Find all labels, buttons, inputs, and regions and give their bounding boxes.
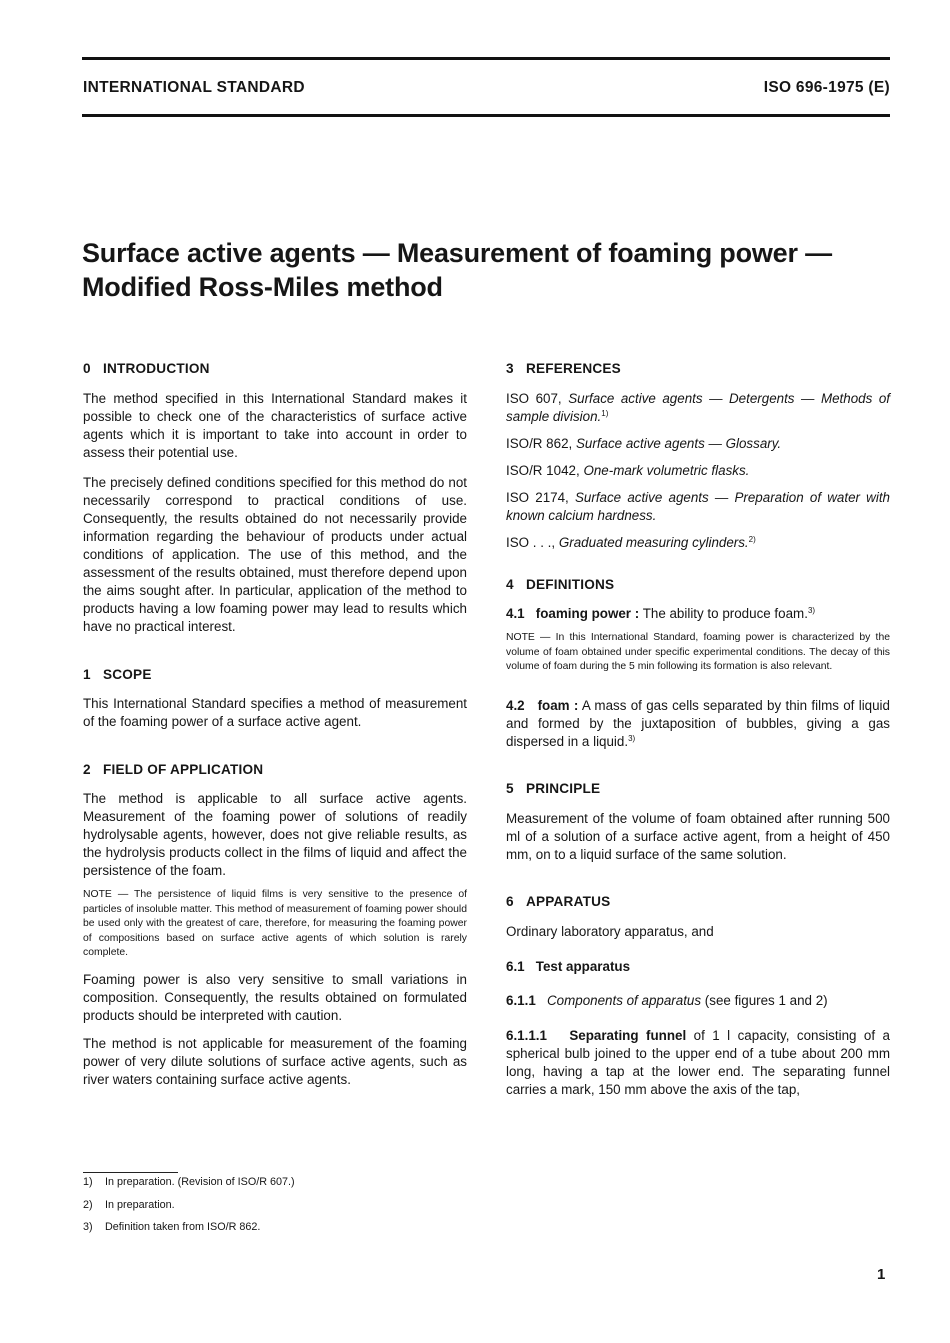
title-line-1: Surface active agents — Measurement of foaming power — xyxy=(82,238,832,268)
reference-item: ISO 607, Surface active agents — Detergents — Methods of sample division.$^{1)}$ xyxy=(506,391,890,424)
section-heading: 3 REFERENCES xyxy=(506,361,621,376)
header-bottom-rule xyxy=(82,114,890,117)
page-number: 1 xyxy=(877,1266,886,1283)
reference-item: ISO/R 862, Surface active agents — Glossary. xyxy=(506,436,782,451)
section-field-of-application xyxy=(83,761,467,1089)
title-line-2: Modified Ross-Miles method xyxy=(82,272,443,302)
footnote-item: 2) In preparation. xyxy=(83,1199,175,1211)
field-note: NOTE — The persistence of liquid films is very sensitive to the presence of particles of insoluble matter. This method of measurement of foaming power should be used only with the greatest of care, therefore, for measuring the foaming power of compositions based on surface active agents of which solution is rarely complete. xyxy=(83,889,467,959)
field-paragraph-1: The method is applicable to all surface active agents. Measurement of the foaming power of solutions of readily hydrolysable agents, however, does not give reliable results, as the hydrolysis products collect in the films of liquid and affect the persistence of the foam. xyxy=(83,791,467,878)
principle-paragraph: Measurement of the volume of foam obtained after running 500 ml of a solution of a surface active agent, from a height of 450 mm, on to a liquid surface of the same solution. xyxy=(506,810,890,862)
section-scope xyxy=(83,666,467,731)
intro-paragraph-2: The precisely defined conditions specified for this method do not necessarily correspond to practical conditions of use. Consequently, the results obtained do not necessarily provide information regarding the behaviour of products under actual conditions of application. The use of this method, and the assessment of the results obtained, must therefore depend upon the aims sought after. In particular, application of the method to products having a low foaming power may lead to results which have no practical interest. xyxy=(83,475,467,634)
page-title xyxy=(82,236,890,304)
reference-item: ISO . . ., Graduated measuring cylinders.$^{2)}$ xyxy=(506,535,756,550)
reference-item: ISO/R 1042, One-mark volumetric flasks. xyxy=(506,463,750,478)
footnote-item: 1) In preparation. (Revision of ISO/R 607.) xyxy=(83,1176,295,1188)
definition-foam: 4.2 foam : A mass of gas cells separated by thin films of liquid and formed by the juxtaposition of bubbles, giving a gas dispersed in a liquid.$^{3)}$ xyxy=(506,697,890,749)
subsection-components: 6.1.1 Components of apparatus (see figures 1 and 2) xyxy=(506,992,828,1008)
definitions-note: NOTE — In this International Standard, foaming power is characterized by the volume of foam obtained under specific experimental conditions. The decay of this volume of foam during the 5 min following its formation is also relevant. xyxy=(506,632,890,673)
section-heading: 4 DEFINITIONS xyxy=(506,577,615,592)
section-heading: 5 PRINCIPLE xyxy=(506,780,601,796)
footnote-item: 3) Definition taken from ISO/R 862. xyxy=(83,1221,261,1233)
field-paragraph-2: Foaming power is also very sensitive to small variations in composition. Consequently, the results obtained on formulated products should be interpreted with caution. xyxy=(83,971,467,1023)
scope-paragraph: This International Standard specifies a method of measurement of the foaming power of a surface active agent. xyxy=(83,696,467,729)
subsection-separating-funnel: 6.1.1.1 Separating funnel of 1 l capacity, consisting of a spherical bulb joined to the upper end of a tube about 200 mm long, having a tap at the lower end. The separating funnel carries a mark, 150 mm above the axis of the tap, xyxy=(506,1027,890,1097)
section-heading: 1 SCOPE xyxy=(83,667,152,682)
subsection-test-apparatus: 6.1 Test apparatus xyxy=(506,958,631,974)
section-principle xyxy=(506,780,890,864)
section-heading: 0 INTRODUCTION xyxy=(83,361,210,376)
intro-paragraph-1: The method specified in this International Standard makes it possible to check one of the characteristics of surface active agents which it is important to take into account in order to assess their potential use. xyxy=(83,391,467,460)
section-heading: 6 APPARATUS xyxy=(506,893,611,909)
field-paragraph-3: The method is not applicable for measurement of the foaming power of very dilute solutions of surface active agents, such as river waters containing surface active agents. xyxy=(83,1035,467,1087)
definition-foaming-power: 4.1 foaming power : The ability to produce foam.$^{3)}$ xyxy=(506,606,816,621)
reference-item: ISO 2174, Surface active agents — Preparation of water with known calcium hardness. xyxy=(506,490,890,523)
section-heading: 2 FIELD OF APPLICATION xyxy=(83,762,264,777)
section-introduction xyxy=(83,360,467,636)
header-standard-label: INTERNATIONAL STANDARD xyxy=(83,79,305,96)
header-document-id: ISO 696-1975 (E) xyxy=(763,79,890,96)
section-apparatus xyxy=(506,893,890,1099)
apparatus-paragraph: Ordinary laboratory apparatus, and xyxy=(506,923,714,939)
left-column xyxy=(83,360,467,1089)
section-references xyxy=(506,360,890,552)
header-top-rule xyxy=(82,57,890,60)
section-definitions xyxy=(506,576,890,751)
right-column xyxy=(506,360,890,1099)
footnote-rule xyxy=(83,1172,178,1173)
